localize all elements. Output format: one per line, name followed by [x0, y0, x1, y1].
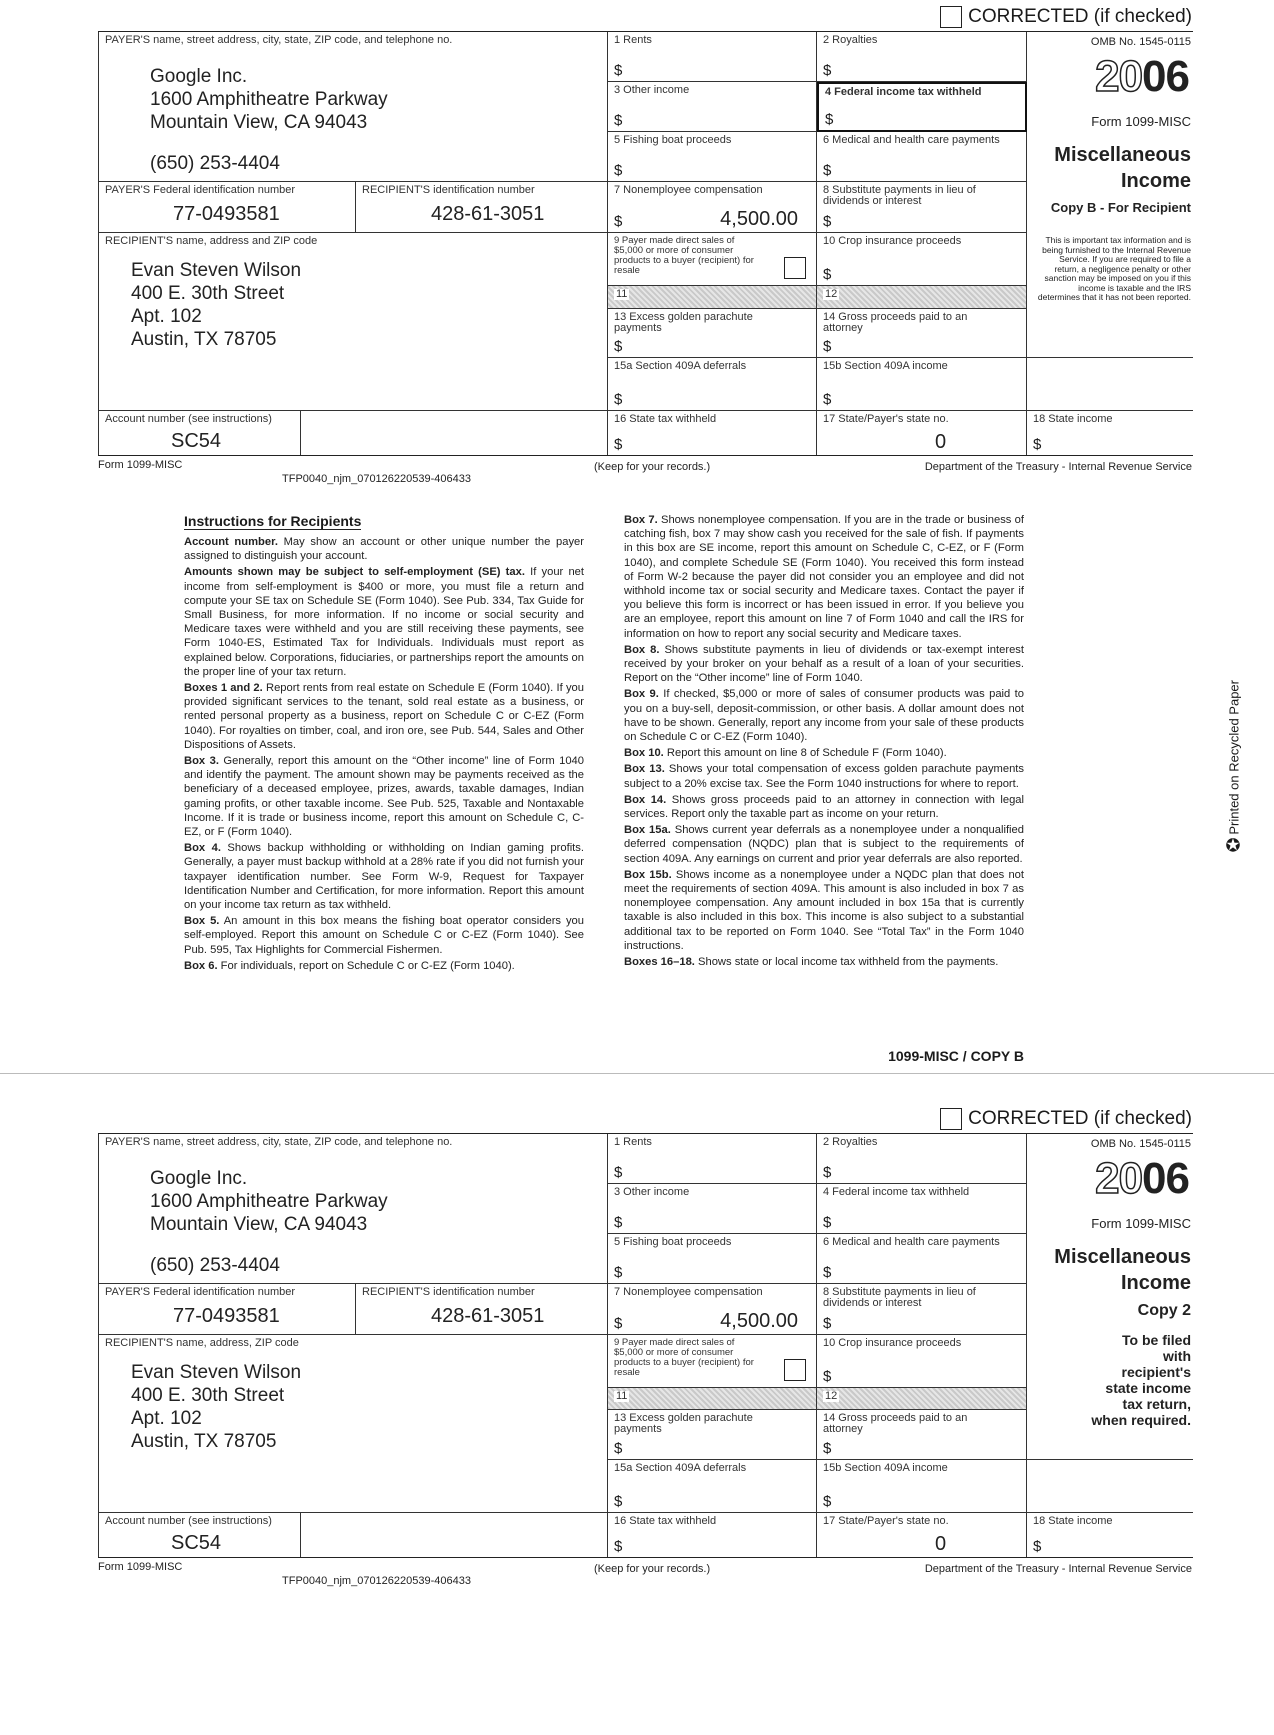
- box-15-blank: [1027, 1460, 1193, 1513]
- recipient-id-label: RECIPIENT'S identification number: [362, 1286, 535, 1298]
- box-17-value: 0: [935, 431, 947, 453]
- instruction-lead: Boxes 1 and 2.: [184, 682, 263, 695]
- box-17-label: 17 State/Payer's state no.: [823, 1515, 949, 1527]
- dollar-sign: $: [614, 1164, 623, 1181]
- box-5-label: 5 Fishing boat proceeds: [614, 134, 732, 146]
- payer-city: Mountain View, CA 94043: [150, 1214, 368, 1235]
- dollar-sign: $: [614, 436, 623, 453]
- box-8-substitute: [817, 182, 1027, 233]
- account-blank-box: [301, 411, 608, 455]
- payer-phone: (650) 253-4404: [150, 1255, 280, 1276]
- instruction-lead: Box 8.: [624, 643, 660, 656]
- instruction-paragraph: [184, 914, 584, 957]
- footer-form: Form 1099-MISC: [98, 459, 183, 471]
- box-9-checkbox[interactable]: [784, 257, 806, 279]
- box-15a-deferrals: [608, 1460, 817, 1513]
- box-6-label: 6 Medical and health care payments: [823, 134, 1000, 146]
- box-9-label: 9 Payer made direct sales of $5,000 or more of consumer products to a buyer (recipient) for resale: [614, 235, 754, 276]
- form-grid: [98, 1133, 1193, 1558]
- account-value: SC54: [171, 430, 222, 452]
- payer-block: [98, 1134, 608, 1284]
- recipient-id-box: [356, 1284, 608, 1335]
- box-15b-label: 15b Section 409A income: [823, 1462, 948, 1474]
- instruction-paragraph: [184, 959, 584, 973]
- box-7-value: 4,500.00: [720, 208, 798, 230]
- instruction-lead: Amounts shown may be subject to self-employment (SE) tax.: [184, 566, 525, 579]
- instruction-lead: Box 7.: [624, 514, 658, 526]
- box-18-label: 18 State income: [1033, 413, 1113, 425]
- box-18-state-income: [1027, 411, 1193, 455]
- dollar-sign: $: [614, 1214, 623, 1231]
- box-4-label: 4 Federal income tax withheld: [823, 1186, 970, 1198]
- recipient-name: Evan Steven Wilson: [131, 1362, 302, 1383]
- corrected-label: CORRECTED (if checked): [968, 6, 1192, 27]
- dollar-sign: $: [825, 111, 834, 128]
- box-9-checkbox[interactable]: [784, 1359, 806, 1381]
- payer-street: 1600 Amphitheatre Parkway: [150, 89, 388, 110]
- payer-phone: (650) 253-4404: [150, 153, 280, 174]
- dollar-sign: $: [614, 213, 623, 230]
- recipient-name: Evan Steven Wilson: [131, 260, 302, 281]
- instruction-text: If your net income from self-employment is $400 or more, you must file a return and compute your SE tax on Schedule SE (Form 1040). See Pub. 334, Tax Guide for Small Business, for more information. If no income or social security and Medicare taxes were withheld and you are still receiving these payments, see Form 1040-ES, Estimated Tax for Individuals. Individuals must report as explained below. Corporations, fiduciaries, or partnerships report the amounts on the proper line of your tax return.: [184, 566, 585, 678]
- footer-code: TFP0040_njm_070126220539-406433: [282, 1575, 471, 1587]
- instruction-lead: Box 6.: [184, 959, 218, 972]
- box-12-label: 12: [825, 1390, 838, 1402]
- instruction-lead: Account number.: [184, 536, 278, 548]
- box-6-label: 6 Medical and health care payments: [823, 1236, 1000, 1248]
- form-grid: [98, 31, 1193, 456]
- box-13-parachute: [608, 308, 817, 358]
- dollar-sign: $: [614, 1440, 623, 1457]
- box-10-label: 10 Crop insurance proceeds: [823, 235, 962, 247]
- instruction-paragraph: [624, 746, 1024, 760]
- corrected-checkbox[interactable]: [940, 1108, 962, 1130]
- recipient-block: [98, 233, 608, 411]
- box-12-label: 12: [825, 288, 838, 300]
- box-15b-label: 15b Section 409A income: [823, 360, 948, 372]
- year-bold: 06: [1142, 52, 1189, 101]
- box-7-nonemployee: [608, 1284, 817, 1335]
- year-outline: 20: [1095, 52, 1143, 101]
- box-7-label: 7 Nonemployee compensation: [614, 184, 763, 196]
- payer-block: [98, 32, 608, 182]
- copy-b-tag: 1099-MISC / COPY B: [888, 1048, 1024, 1064]
- year-bold: 06: [1142, 1154, 1189, 1203]
- box-2-royalties: [817, 32, 1027, 82]
- dollar-sign: $: [614, 1264, 623, 1281]
- footer-dept: Department of the Treasury - Internal Revenue Service: [924, 1563, 1192, 1575]
- instruction-paragraph: [184, 841, 584, 912]
- dollar-sign: $: [614, 62, 623, 79]
- box-16-label: 16 State tax withheld: [614, 413, 717, 425]
- instructions-section: [0, 510, 1274, 1065]
- instruction-text: May show an account or other unique number the payer assigned to distinguish your account.: [184, 536, 584, 563]
- box-2-label: 2 Royalties: [823, 34, 878, 46]
- dollar-sign: $: [823, 338, 832, 355]
- tear-line: [0, 1073, 1274, 1074]
- dollar-sign: $: [823, 62, 832, 79]
- box-17-label: 17 State/Payer's state no.: [823, 413, 949, 425]
- filing-note: To be filed with recipient's state income tax return, when required.: [1091, 1332, 1191, 1428]
- recipient-city: Austin, TX 78705: [131, 1431, 277, 1452]
- form-name: Form 1099-MISC: [1091, 114, 1191, 129]
- year-outline: 20: [1095, 1154, 1143, 1203]
- box-7-nonemployee: [608, 182, 817, 233]
- box-5-fishing: [608, 132, 817, 182]
- recipient-apt: Apt. 102: [131, 1408, 202, 1429]
- box-7-value: 4,500.00: [720, 1310, 798, 1332]
- box-4-federal-tax: [817, 1184, 1027, 1234]
- footer-dept: Department of the Treasury - Internal Revenue Service: [924, 461, 1192, 473]
- recycled-text: Printed on Recycled Paper: [1226, 680, 1241, 835]
- recipient-label: RECIPIENT'S name, address and ZIP code: [105, 235, 318, 247]
- instruction-paragraph: [624, 823, 1024, 866]
- instruction-text: Shows current year deferrals as a nonemployee under a nonqualified deferred compensation (NQDC) plan that is subject to the requirements of section 409A. Any earnings on current and prior year deferrals are also reported.: [624, 824, 1024, 865]
- box-15a-label: 15a Section 409A deferrals: [614, 1462, 747, 1474]
- dollar-sign: $: [823, 266, 832, 283]
- corrected-checkbox-row[interactable]: [940, 6, 1192, 28]
- box-9-direct-sales: [608, 1335, 817, 1388]
- box-15b-income: [817, 1460, 1027, 1513]
- dollar-sign: $: [823, 162, 832, 179]
- box-3-label: 3 Other income: [614, 84, 690, 96]
- dollar-sign: $: [1033, 436, 1042, 453]
- box-17-state-no: [817, 1513, 1027, 1557]
- box-17-value: 0: [935, 1533, 947, 1555]
- box-3-label: 3 Other income: [614, 1186, 690, 1198]
- recipient-apt: Apt. 102: [131, 306, 202, 327]
- account-value: SC54: [171, 1532, 222, 1554]
- instruction-text: Shows backup withholding or withholding on Indian gaming profits. Generally, a payer must backup withhold at a 28% rate if you did not furnish your taxpayer identification number. See Form W-9, Request for Taxpayer Identification Number and Certification, for more information. Report this amount on your income tax return as tax withheld.: [184, 842, 584, 912]
- instruction-lead: Boxes 16–18.: [624, 956, 695, 969]
- recipient-street: 400 E. 30th Street: [131, 1385, 285, 1406]
- instructions-left-column: [184, 535, 584, 975]
- instruction-paragraph: [184, 754, 584, 839]
- instruction-lead: Box 14.: [624, 793, 667, 806]
- copy-label: Copy 2: [1137, 1302, 1191, 1319]
- box-18-state-income: [1027, 1513, 1193, 1557]
- payer-name: Google Inc.: [150, 1168, 248, 1189]
- instructions-heading: Instructions for Recipients: [184, 513, 362, 529]
- box-15a-label: 15a Section 409A deferrals: [614, 360, 747, 372]
- box-2-label: 2 Royalties: [823, 1136, 878, 1148]
- dollar-sign: $: [823, 1315, 832, 1332]
- tax-year: [1095, 1154, 1189, 1204]
- instruction-lead: Box 5.: [184, 915, 220, 928]
- box-3-other-income: [608, 1184, 817, 1234]
- account-box: [98, 1513, 301, 1557]
- instruction-lead: Box 13.: [624, 763, 665, 776]
- footer-keep: (Keep for your records.): [594, 461, 711, 473]
- instruction-paragraph: [624, 793, 1024, 821]
- title-income: Income: [1120, 170, 1191, 192]
- instruction-paragraph: [184, 535, 584, 563]
- dollar-sign: $: [823, 391, 832, 408]
- instruction-text: Report rents from real estate on Schedule E (Form 1040). If you provided significant services to the tenant, sold real estate as a business, or rented personal property as a business, report on Schedule C or C-EZ (Form 1040). For royalties on timber, coal, and iron ore, see Pub. 544, Sales and Other Dispositions of Assets.: [184, 682, 584, 751]
- instructions-right-column: [624, 513, 1024, 971]
- box-2-royalties: [817, 1134, 1027, 1184]
- instruction-lead: Box 10.: [624, 747, 664, 760]
- instruction-text: Shows state or local income tax withheld from the payments.: [694, 956, 999, 969]
- omb-number: OMB No. 1545-0115: [1090, 36, 1191, 48]
- instruction-lead: Box 15b.: [624, 868, 672, 881]
- dollar-sign: $: [614, 1493, 623, 1510]
- tax-year: [1095, 52, 1189, 102]
- box-16-state-tax: [608, 1513, 817, 1557]
- copy-label: Copy B - For Recipient: [1050, 200, 1191, 215]
- instruction-text: An amount in this box means the fishing boat operator considers you self-employed. Report this amount on Schedule C or C-EZ (Form 1040). See Pub. 595, Tax Highlights for Commercial Fishermen.: [184, 915, 584, 956]
- recipient-id-box: [356, 182, 608, 233]
- payer-fed-id-value: 77-0493581: [173, 203, 280, 225]
- box-11-label: 11: [616, 288, 628, 300]
- box-14-attorney: [817, 308, 1027, 358]
- instruction-text: Shows income as a nonemployee under a NQDC plan that does not meet the requirements of section 409A. This amount is also included in box 7 as nonemployee compensation. Any amount included in box 15a that is currently taxable is also included in this box. This income is also subject to a substantial additional tax to be reported on Form 1040. See “Total Tax” in the Form 1040 instructions.: [624, 868, 1024, 952]
- box-12: [817, 1388, 1027, 1410]
- instruction-text: Shows substitute payments in lieu of dividends or tax-exempt interest received by your broker on your behalf as a result of a loan of your securities. Report on the “Other income” line of Form 1040.: [624, 643, 1024, 685]
- instruction-paragraph: [624, 762, 1024, 790]
- box-11: [608, 1388, 817, 1410]
- recipient-block: [98, 1335, 608, 1513]
- title-miscellaneous: Miscellaneous: [1054, 144, 1191, 166]
- box-1-label: 1 Rents: [614, 34, 652, 46]
- box-4-label: 4 Federal income tax withheld: [825, 86, 982, 98]
- instruction-paragraph: [624, 513, 1024, 641]
- dollar-sign: $: [823, 1264, 832, 1281]
- box-15a-deferrals: [608, 358, 817, 411]
- title-income: Income: [1120, 1272, 1191, 1294]
- account-label: Account number (see instructions): [105, 1515, 272, 1527]
- box-3-other-income: [608, 82, 817, 132]
- recipient-city: Austin, TX 78705: [131, 329, 277, 350]
- box-14-attorney: [817, 1410, 1027, 1460]
- corrected-checkbox[interactable]: [940, 6, 962, 28]
- instruction-lead: Box 3.: [184, 755, 219, 768]
- dollar-sign: $: [614, 112, 623, 129]
- box-9-label: 9 Payer made direct sales of $5,000 or more of consumer products to a buyer (recipient) for resale: [614, 1337, 754, 1378]
- form-title-panel: [1027, 32, 1193, 358]
- payer-city: Mountain View, CA 94043: [150, 112, 368, 133]
- box-15b-income: [817, 358, 1027, 411]
- instruction-paragraph: [184, 565, 584, 679]
- box-1-label: 1 Rents: [614, 1136, 652, 1148]
- payer-fed-id-label: PAYER'S Federal identification number: [105, 184, 296, 196]
- footer-form: Form 1099-MISC: [98, 1561, 183, 1573]
- title-miscellaneous: Miscellaneous: [1054, 1246, 1191, 1268]
- box-16-label: 16 State tax withheld: [614, 1515, 717, 1527]
- box-5-fishing: [608, 1234, 817, 1284]
- payer-street: 1600 Amphitheatre Parkway: [150, 1191, 388, 1212]
- account-label: Account number (see instructions): [105, 413, 272, 425]
- box-8-label: 8 Substitute payments in lieu of dividends or interest: [823, 184, 976, 207]
- account-blank-box: [301, 1513, 608, 1557]
- dollar-sign: $: [614, 391, 623, 408]
- box-5-label: 5 Fishing boat proceeds: [614, 1236, 732, 1248]
- box-10-crop: [817, 1335, 1027, 1388]
- recipient-id-value: 428-61-3051: [431, 203, 545, 225]
- footer-keep: (Keep for your records.): [594, 1563, 711, 1575]
- box-13-parachute: [608, 1410, 817, 1460]
- dollar-sign: $: [823, 1164, 832, 1181]
- box-7-label: 7 Nonemployee compensation: [614, 1286, 763, 1298]
- instruction-paragraph: [624, 955, 1024, 969]
- dollar-sign: $: [1033, 1538, 1042, 1555]
- instruction-text: Report this amount on line 8 of Schedule F (Form 1040).: [663, 747, 947, 760]
- box-4-federal-tax: [817, 82, 1027, 132]
- box-1-rents: [608, 32, 817, 82]
- box-16-state-tax: [608, 411, 817, 455]
- dollar-sign: $: [823, 1440, 832, 1457]
- irs-notice: This is important tax information and is being furnished to the Internal Revenue Service. If you are required to file a return, a negligence penalty or other sanction may be imposed on you if this income is taxable and the IRS determines that it has not been reported.: [1037, 235, 1191, 302]
- dollar-sign: $: [614, 1538, 623, 1555]
- payer-fed-id-label: PAYER'S Federal identification number: [105, 1286, 296, 1298]
- box-8-label: 8 Substitute payments in lieu of dividends or interest: [823, 1286, 976, 1309]
- payer-name: Google Inc.: [150, 66, 248, 87]
- box-11-label: 11: [616, 1390, 628, 1402]
- dollar-sign: $: [823, 1493, 832, 1510]
- payer-fed-id-box: [98, 1284, 356, 1335]
- instruction-lead: Box 9.: [624, 688, 659, 701]
- box-10-crop: [817, 233, 1027, 286]
- payer-fed-id-box: [98, 182, 356, 233]
- box-14-label: 14 Gross proceeds paid to an attorney: [823, 1412, 968, 1435]
- omb-number: OMB No. 1545-0115: [1090, 1138, 1191, 1150]
- instruction-text: Shows nonemployee compensation. If you are in the trade or business of catching fish, box 7 may show cash you received for the sale of fish. If payments in this box are SE income, report this amount on Schedule C, C-EZ, or F (Form 1040), and complete Schedule SE (Form 1040). You received this form instead of Form W-2 because the payer did not consider you an employee and did not withhold income tax or social security and Medicare taxes. Contact the payer if you believe this form is incorrect or has been issued in error. If you believe you are an employee, report this amount on line 7 of Form 1040 and call the IRS for information on how to report any social security and Medicare taxes.: [624, 514, 1024, 640]
- box-14-label: 14 Gross proceeds paid to an attorney: [823, 311, 968, 334]
- box-17-state-no: [817, 411, 1027, 455]
- payer-label: PAYER'S name, street address, city, state, ZIP code, and telephone no.: [105, 34, 453, 46]
- instruction-text: Shows gross proceeds paid to an attorney in connection with legal services. Report only the taxable part as income on your return.: [624, 793, 1024, 821]
- box-8-substitute: [817, 1284, 1027, 1335]
- instruction-text: For individuals, report on Schedule C or C-EZ (Form 1040).: [217, 959, 515, 972]
- recipient-id-value: 428-61-3051: [431, 1305, 545, 1327]
- box-6-medical: [817, 132, 1027, 182]
- box-18-label: 18 State income: [1033, 1515, 1113, 1527]
- payer-label: PAYER'S name, street address, city, state, ZIP code, and telephone no.: [105, 1136, 453, 1148]
- box-13-label: 13 Excess golden parachute payments: [614, 1412, 753, 1435]
- dollar-sign: $: [823, 1368, 832, 1385]
- instruction-text: If checked, $5,000 or more of sales of consumer products was paid to you on a buy-sell, deposit-commission, or other basis. A dollar amount does not have to be shown. Generally, report any income from your sale of these products on Schedule C or C-EZ (Form 1040).: [624, 688, 1024, 744]
- corrected-label: CORRECTED (if checked): [968, 1108, 1192, 1129]
- box-9-direct-sales: [608, 233, 817, 286]
- payer-fed-id-value: 77-0493581: [173, 1305, 280, 1327]
- instruction-paragraph: [624, 643, 1024, 686]
- dollar-sign: $: [823, 213, 832, 230]
- dollar-sign: $: [823, 1214, 832, 1231]
- dollar-sign: $: [614, 338, 623, 355]
- instruction-text: Generally, report this amount on the “Other income” line of Form 1040 and identify the payment. The amount shown may be payments received as the beneficiary of a deceased employee, prizes, awards, taxable damages, Indian gaming profits, or other taxable income. See Pub. 525, Taxable and Nontaxable Income. If it is trade or business income, report this amount on Schedule C, C-EZ, or F (Form 1040).: [184, 755, 584, 839]
- box-15-blank: [1027, 358, 1193, 411]
- instruction-text: Shows your total compensation of excess golden parachute payments subject to a 20% excise tax. See the Form 1040 instructions for where to report.: [624, 763, 1025, 790]
- recycle-star-icon: ✪: [1224, 835, 1241, 856]
- box-13-label: 13 Excess golden parachute payments: [614, 311, 753, 334]
- recycled-paper-note: [1222, 680, 1243, 856]
- dollar-sign: $: [614, 162, 623, 179]
- dollar-sign: $: [614, 1315, 623, 1332]
- form-title-panel: [1027, 1134, 1193, 1460]
- instruction-lead: Box 15a.: [624, 824, 671, 837]
- footer-code: TFP0040_njm_070126220539-406433: [282, 473, 471, 485]
- instruction-paragraph: [624, 868, 1024, 953]
- box-10-label: 10 Crop insurance proceeds: [823, 1337, 962, 1349]
- instruction-paragraph: [184, 681, 584, 752]
- instruction-lead: Box 4.: [184, 842, 221, 855]
- account-box: [98, 411, 301, 455]
- instruction-paragraph: [624, 687, 1024, 744]
- corrected-checkbox-row[interactable]: [940, 1108, 1192, 1130]
- box-6-medical: [817, 1234, 1027, 1284]
- recipient-street: 400 E. 30th Street: [131, 283, 285, 304]
- recipient-label: RECIPIENT'S name, address, ZIP code: [105, 1337, 299, 1349]
- box-1-rents: [608, 1134, 817, 1184]
- recipient-id-label: RECIPIENT'S identification number: [362, 184, 535, 196]
- form-name: Form 1099-MISC: [1091, 1216, 1191, 1231]
